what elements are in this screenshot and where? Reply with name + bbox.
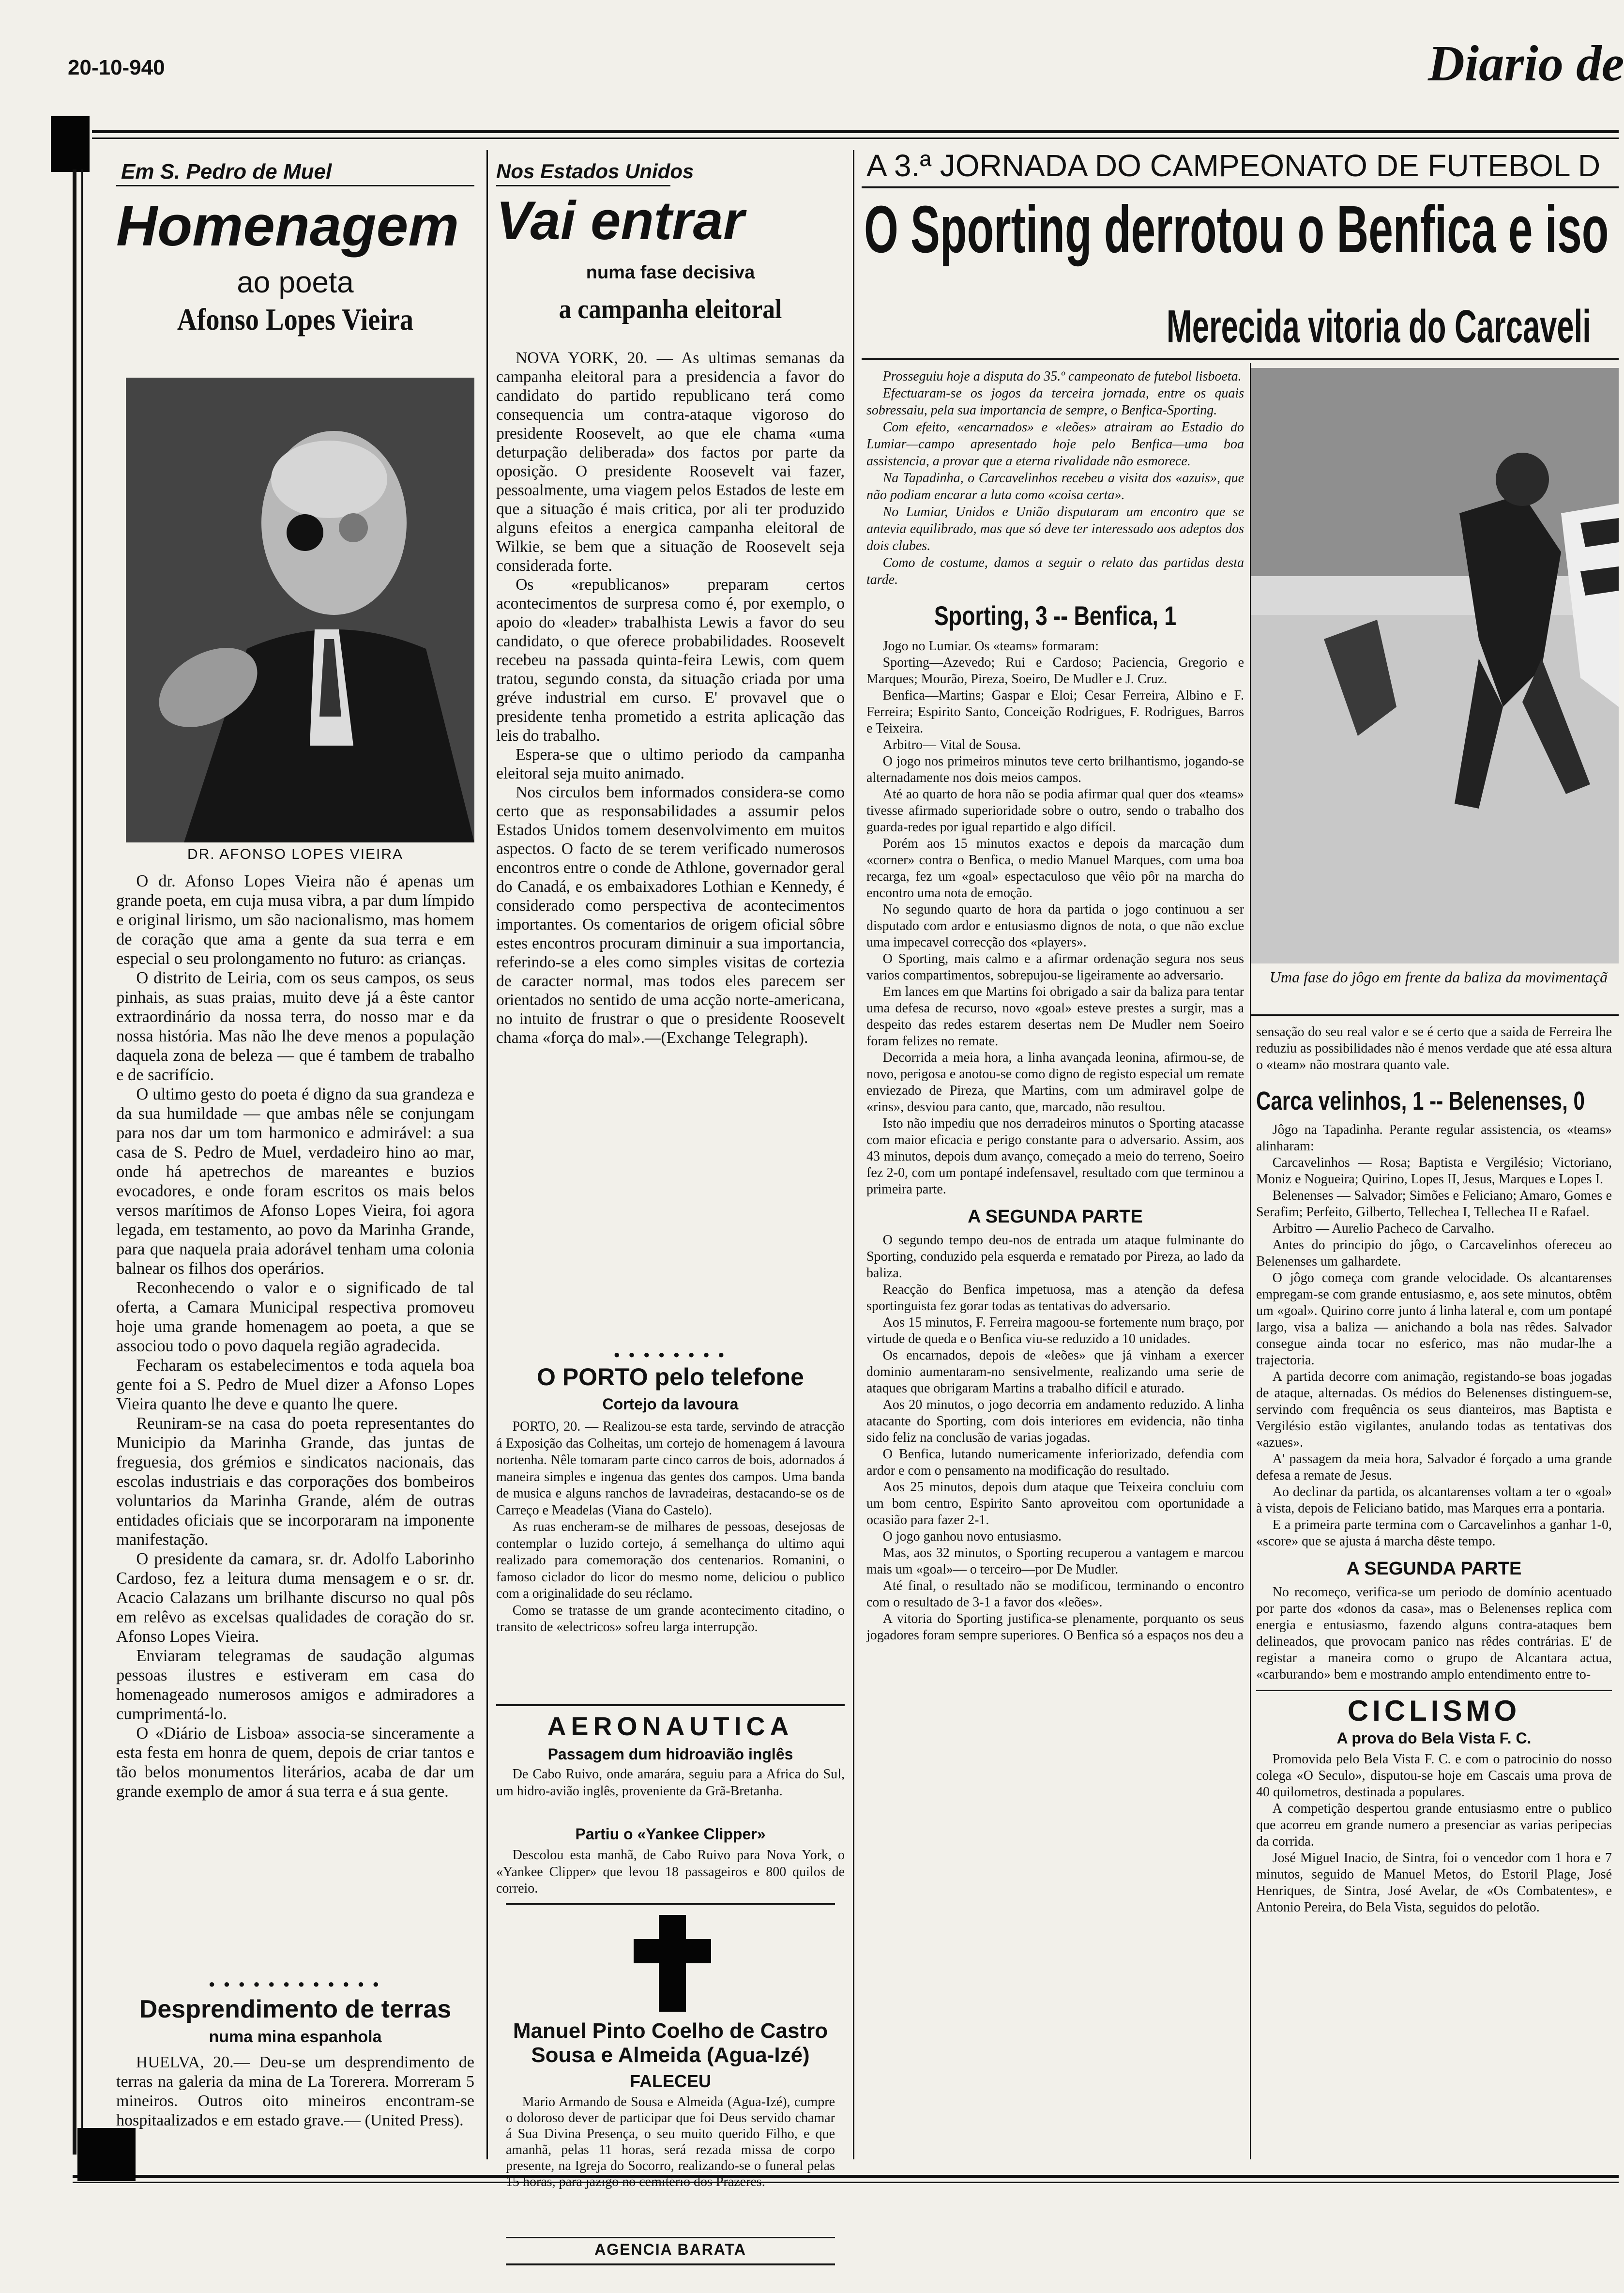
section-rule	[496, 1704, 845, 1706]
paragraph: Arbitro— Vital de Sousa.	[882, 737, 1021, 752]
paragraph: José Miguel Inacio, de Sintra, foi o vencedor com 1 hora e 7 minutos, seguido de Manuel Metos, do Estoril Plage, José Henriques, de Sintra, José Avelar, de «Os Combatentes», e Antonio Pereira, do Bela Vista, seguidos do pelotão.	[1256, 1850, 1612, 1915]
brief-subtitle: numa mina espanhola	[209, 2028, 382, 2046]
match-title-2: Carca velinhos, 1 -- Belenenses, 0	[1256, 1086, 1585, 1116]
separator-dots: ● ● ● ● ● ● ● ● ● ● ● ●	[209, 1978, 382, 1990]
paragraph: No segundo quarto de hora da partida o jogo continuou a ser disputado com ardor e entusiasmo dignos de nota, o que não exclue uma impecavel correcção dos «players».	[866, 902, 1244, 950]
article-kicker: Em S. Pedro de Muel	[121, 160, 332, 183]
obituary-name: Manuel Pinto Coelho de Castro Sousa e Almeida (Agua-Izé)	[513, 2019, 828, 2067]
article-body	[116, 871, 474, 1801]
paragraph: Reconhecendo o valor e o significado de tal oferta, a Camara Municipal respectiva promoveu hoje uma grande homenagem ao poeta, a que se associou todo o povo daquela região agradecida.	[116, 1279, 474, 1355]
porto-title: O PORTO pelo telefone	[537, 1363, 804, 1391]
paragraph: PORTO, 20. — Realizou-se esta tarde, servindo de atracção á Exposição das Colheitas, um cortejo de homenagem á lavoura nortenha. Nêle tomaram parte cinco carros de bois, adornados á maneira simples e ingenua das gentes dos campos. Uma banda de musica e alguns ranchos de lavradeiras, destacando-se os de Carreço e Meadelas (Viana do Castelo).	[496, 1419, 845, 1518]
cycling-title: CICLISMO	[1347, 1695, 1521, 1727]
paragraph: Jogo no Lumiar. Os «teams» formaram:	[882, 639, 1099, 654]
column-rule-3	[1250, 363, 1251, 2159]
obituary-box-bottom-2	[506, 2263, 835, 2265]
paragraph: Porém aos 15 minutos exactos e depois da marcação dum «corner» contra o Benfica, o medio Manuel Marques, com uma boa recarga, fez um «goal» espectaculoso que vêio pôr na marcha do encontro uma nota de emoção.	[866, 836, 1244, 901]
paragraph: No Lumiar, Unidos e União disputaram um encontro que se antevia equilibrado, mas que só deve ter interessado aos adeptos dos dois clubes.	[866, 504, 1244, 553]
aeronautica-sub-1: Passagem dum hidroavião inglês	[547, 1745, 793, 1763]
top-rule-thin	[92, 138, 1619, 139]
article-kicker: Nos Estados Unidos	[496, 160, 694, 183]
article-headline: Vai entrar	[496, 190, 744, 251]
paragraph: Em lances em que Martins foi obrigado a sair da baliza para tentar uma defesa de recurso, novo «goal» esteve prestes a surgir, mas a despeito das redes estarem desertas nem De Mudler nem Soeiro foram felizes no remate.	[866, 984, 1244, 1049]
paragraph: sensação do seu real valor e se é certo que a saida de Ferreira lhe reduziu as possibilidades não é menos verdade que até essa altura o «team» não mostrara quanto vale.	[1256, 1024, 1612, 1072]
obituary-status: FALECEU	[629, 2071, 711, 2091]
match-photo-caption: Uma fase do jôgo em frente da baliza da movimentaçã	[1269, 968, 1608, 986]
paragraph: Prosseguiu hoje a disputa do 35.º campeonato de futebol lisboeta.	[882, 369, 1242, 384]
sports-kicker-rule	[862, 186, 1619, 188]
paragraph: A' passagem da meia hora, Salvador é forçado a uma grande defesa a remate de Jesus.	[1256, 1452, 1612, 1483]
top-rule	[92, 130, 1619, 133]
match-title: Sporting, 3 -- Benfica, 1	[934, 600, 1177, 631]
article-eleicoes	[496, 160, 845, 2258]
article-headline: Homenagem	[116, 194, 459, 258]
paragraph: O segundo tempo deu-nos de entrada um ataque fulminante do Sporting, conduzido pela esquerda e rematado por Pireza, ao lado da baliza.	[866, 1233, 1244, 1281]
column-rule-1	[486, 150, 488, 2159]
paragraph: Como se tratasse de um grande acontecimento citadino, o transito de «electricos» sofreu larga interrupção.	[496, 1603, 845, 1635]
issue-date: 20-10-940	[68, 56, 165, 79]
bottom-rule-thin	[73, 2182, 1619, 2183]
paragraph: Isto não impediu que nos derradeiros minutos o Sporting atacasse com maior eficacia e perigo constante para o adversario. Assim, aos 43 minutos, depois dum avanço, começado a meio do terreno, Soeiro fez 2-0, com um pontapé indefensavel, resultado com que terminou a primeira parte.	[866, 1116, 1244, 1197]
article-subhead: ao poeta	[237, 266, 354, 299]
brief-text: HUELVA, 20.— Deu-se um desprendimento de terras na galeria da mina de La Torerera. Morreram 5 mineiros. Outros oito mineiros encontram-se hospitaalizados e em estado grave.— (United Press).	[116, 2053, 474, 2129]
paragraph: O «Diário de Lisboa» associa-se sinceramente a esta festa em honra de quem, depois de criar tantos e tão belos monumentos literários, acaba de dar um grande exemplo de amor á sua terra e á sua gente.	[116, 1724, 474, 1801]
paragraph: O jôgo começa com grande velocidade. Os alcantarenses empregam-se com grande entusiasmo, e, aos sete minutos, obtêm um «goal». Quirino corre junto á linha lateral e, com um pontapé largo, visa a baliza — anichando a bola nas rêdes. Salvador consegue ainda tocar no esferico, mas não mudar-lhe a trajectoria.	[1256, 1270, 1612, 1368]
paragraph: Aos 25 minutos, depois dum ataque que Teixeira concluiu com um bom centro, Espirito Santo aproveitou com oportunidade a ocasião para fazer 2-1.	[866, 1480, 1244, 1528]
cycling-rule	[1256, 1690, 1612, 1691]
paragraph: Aos 20 minutos, o jogo decorria em andamento reduzido. A linha atacante do Sporting, com dois interiores em evidencia, não tinha sido feliz na conclusão de varias jogadas.	[866, 1397, 1244, 1445]
paragraph: O distrito de Leiria, com os seus campos, os seus pinhais, as suas praias, muito deve já a êste cantor extraordinário da nossa terra, do nosso mar e da nossa história. Mas não lhe deve menos a população daquela zona de beleza — que é tambem de trabalho e de sacrifício.	[116, 969, 474, 1084]
left-vertical-rule	[73, 169, 76, 2155]
second-half-title: A SEGUNDA PARTE	[968, 1207, 1143, 1227]
paragraph: O jogo ganhou novo entusiasmo.	[882, 1529, 1062, 1544]
paragraph: A partida decorre com animação, registando-se boas jogadas de ataque, alternadas. Os médios do Belenenses distinguem-se, servindo com frequência os seus dianteiros, mas Baptista e Vergilésio estão vigilantes, anulando todas as tentativas dos «azues».	[1256, 1369, 1612, 1450]
paragraph: Com efeito, «encarnados» e «leões» atrairam ao Estadio do Lumiar—campo apresentado hoje pelo Benfica—uma boa assistencia, a provar que a eterna rivalidade não esmorece.	[866, 420, 1244, 469]
paragraph: NOVA YORK, 20. — As ultimas semanas da campanha eleitoral para a presidencia a favor do candidato do partido republicano terá como consequencia um contra-ataque vigoroso do presidente Roosevelt, ao que ele chama «uma deturpação deliberada» dos factos por parte da oposição. O presidente Roosevelt vai fazer, pessoalmente, uma viagem pelos Estados de leste em que a situação é mais critica, por ali ter produzido alguns efeitos a energica campanha eleitoral de Wilkie, se bem que a situação de Roosevelt seja considerada forte.	[496, 349, 845, 575]
sports-kicker: A 3.ª JORNADA DO CAMPEONATO DE FUTEBOL D	[866, 148, 1601, 183]
paragraph: Reuniram-se na casa do poeta representantes do Municipio da Marinha Grande, das juntas de freguesia, dos grémios e sindicatos nacionais, das escolas industriais e das corporações dos bombeiros voluntarios da Marinha Grande, além de outras entidades oficiais que se incorporaram na imponente manifestação.	[116, 1414, 474, 1549]
article-subhead-2: a campanha eleitoral	[559, 294, 782, 324]
paragraph: O ultimo gesto do poeta é digno da sua grandeza e da sua humildade — que ambas nêle se conjungam para nos dar um tom harmonico e admirável: a sua casa de S. Pedro de Muel, verdadeiro hino ao mar, onde há apetrechos de mareantes e buzios evocadores, e onde foram escritos os mais belos versos marítimos de Afonso Lopes Vieira, foi agora legada, em testamento, ao povo da Marinha Grande, para que naquela praia adorável tenham uma colonia balnear os filhos dos operários.	[116, 1085, 474, 1278]
article-subhead-name: Afonso Lopes Vieira	[177, 302, 414, 336]
article-homenagem	[116, 160, 474, 2169]
masthead: Diario de	[1428, 35, 1624, 92]
paragraph: Ao declinar da partida, os alcantarenses voltam a ter o «goal» à vista, depois de Feliciano batido, mas Marques erra a pontaria.	[1256, 1484, 1612, 1516]
aeronautica-title: AERONAUTICA	[547, 1712, 794, 1741]
portrait-photo	[126, 378, 474, 842]
match-report-2	[1256, 1122, 1612, 1550]
article-subhead: numa fase decisiva	[586, 262, 755, 283]
paragraph: Mas, aos 32 minutos, o Sporting recuperou a vantagem e marcou mais um «goal»— o terceiro—por De Mudler.	[866, 1545, 1244, 1577]
paragraph: E a primeira parte termina com o Carcavelinhos a ganhar 1-0, «score» que se ajusta á marcha dêste tempo.	[1256, 1517, 1612, 1549]
paragraph: As ruas encheram-se de milhares de pessoas, desejosas de contemplar o luzido cortejo, á semelhança do ultimo aqui realizado para comemoração dos centenarios. Romanini, o famoso ciclador do licor do mesmo nome, deliciou o publico com a originalidade do seu réclamo.	[496, 1519, 845, 1601]
obituary-text: Mario Armando de Sousa e Almeida (Agua-Izé), cumpre o doloroso dever de participar que foi Deus servido chamar á Sua Divina Presença, o seu muito querido Filho, e que amanhã, pelas 11 horas, será rezada missa de corpo presente, na Igreja do Socorro, realizando-se o funeral pelas 15 horas, para jazigo no cemitério dos Prazeres.	[506, 2094, 835, 2189]
sports-intro	[866, 368, 1244, 588]
paragraph: O jogo nos primeiros minutos teve certo brilhantismo, jogando-se alternadamente nos dois meios campos.	[866, 754, 1244, 785]
second-half-title-2: A SEGUNDA PARTE	[1346, 1559, 1522, 1579]
paragraph: Benfica—Martins; Gaspar e Eloi; Cesar Ferreira, Albino e F. Ferreira; Espirito Santo, Conceição Rodrigues, F. Rodrigues, Barros e Teixeira.	[866, 688, 1244, 736]
sports-subhead: Merecida vitoria do Carcaveli	[1167, 301, 1591, 352]
aeronautica-text-2: Descolou esta manhã, de Cabo Ruivo para Nova York, o «Yankee Clipper» que levou 18 passageiros e 800 quilos de correio.	[496, 1848, 845, 1896]
paragraph: Jôgo na Tapadinha. Perante regular assistencia, os «teams» alinharam:	[1256, 1122, 1612, 1154]
paragraph: Fecharam os estabelecimentos e toda aquela boa gente foi a S. Pedro de Muel dizer a Afonso Lopes Vieira quanto lhe deve e quanto lhe quere.	[116, 1356, 474, 1413]
brief-title: Desprendimento de terras	[139, 1995, 452, 2023]
paragraph: Aos 15 minutos, F. Ferreira magoou-se fortemente num braço, por virtude de queda e o Benfica viu-se reduzido a 10 unidades.	[866, 1315, 1244, 1346]
match-photo-illustration	[1251, 368, 1619, 963]
cycling-subtitle: A prova do Bela Vista F. C.	[1336, 1729, 1532, 1747]
paragraph: Os encarnados, depois de «leões» que já vinham a exercer dominio aumentaram-no sensivelmente, realizando uma serie de ataques que obrigaram Martins a trabalho difícil e aturado.	[866, 1348, 1244, 1396]
paragraph: Sporting—Azevedo; Rui e Cardoso; Paciencia, Gregorio e Marques; Mourão, Pireza, Soeiro, De Mudler e J. Cruz.	[866, 655, 1244, 687]
sports-headline: O Sporting derrotou o Benfica e iso	[864, 192, 1609, 267]
paragraph: Nos circulos bem informados considera-se como certo que as responsabilidades a assumir pelos Estados Unidos tomem desenvolvimento em muitos aspectos. O facto de se terem verificado numerosos encontros entre o conde de Athlone, governador geral do Canadá, e os embaixadores Lothian e Kennedy, é considerado como perspectiva de acontecimentos importantes. Os comentarios de origem oficial sôbre estes encontros procuram diminuir a sua importancia, referindo-se a eles como simples visitas de cortezia de caracter normal, mas todos eles parecem ser orientados no sentido de uma acção norte-americana, no intuito de frustrar o que o presidente Roosevelt chama «força do mal».—(Exchange Telegraph).	[496, 783, 845, 1047]
paragraph: Reacção do Benfica impetuosa, mas a atenção da defesa sportinguista fez gorar todas as tentativas do adversario.	[866, 1282, 1244, 1314]
paragraph: Belenenses — Salvador; Simões e Feliciano; Amaro, Gomes e Serafim; Perfeito, Gilberto, Tellechea I, Tellechea II e Rafael.	[1256, 1188, 1612, 1220]
sports-subhead-rule	[862, 358, 1619, 360]
separator-dots: ● ● ● ● ● ● ● ●	[613, 1348, 728, 1361]
sports-column-right	[1256, 1024, 1612, 2167]
paragraph: Na Tapadinha, o Carcavelinhos recebeu a visita dos «azuis», que não podiam encarar a luta como «coisa certa».	[866, 471, 1244, 503]
paragraph: Até final, o resultado não se modificou, terminando o encontro com o resultado de 3-1 a favor dos «leões».	[866, 1578, 1244, 1610]
second-half-report-2	[1256, 1584, 1612, 1683]
obituary-box-bottom	[506, 2237, 835, 2238]
paragraph: Decorrida a meia hora, a linha avançada leonina, afirmou-se, de novo, perigosa e anotou-se como digno de registo especial um remate enviezado de Pireza, que Martins, com um admiravel golpe de «rins», desviou para canto, que, marcado, não resultou.	[866, 1050, 1244, 1115]
paragraph: O Sporting, mais calmo e a afirmar ordenação segura nos seus varios compartimentos, sobrepujou-se ligeiramente ao adversario.	[866, 951, 1244, 983]
paragraph: Espera-se que o ultimo periodo da campanha eleitoral seja muito animado.	[496, 746, 845, 782]
continued-text	[1256, 1024, 1612, 1073]
cross-icon-bar	[634, 1939, 711, 1963]
obituary-box-top	[506, 1903, 835, 1905]
paragraph: A vitoria do Sporting justifica-se plenamente, porquanto os seus jogadores foram sempre superiores. O Benfica só a espaços nos deu a	[866, 1611, 1244, 1643]
paragraph: Enviaram telegramas de saudação algumas pessoas ilustres e estiveram em casa do homenageado numerosos amigos e admiradores a cumprimentá-lo.	[116, 1647, 474, 1723]
aeronautica-sub-2: Partiu o «Yankee Clipper»	[575, 1825, 766, 1843]
match-report	[866, 638, 1244, 1198]
bottom-rule	[73, 2175, 1619, 2178]
sports-column-main	[866, 368, 1244, 2159]
paragraph: A competição despertou grande entusiasmo entre o publico que acorreu em grande numero a presenciar as varias peripecias da corrida.	[1256, 1801, 1612, 1849]
paragraph: Até ao quarto de hora não se podia afirmar qual quer dos «teams» tivesse afirmado superioridade sobre o outro, sendo o trabalho dos guarda-redes por igual repartido e algo difícil.	[866, 787, 1244, 835]
match-photo	[1251, 368, 1619, 963]
paragraph: Os «republicanos» preparam certos acontecimentos de surpresa como é, por exemplo, o apoio do «leader» trabalhista Lewis a favor do seu candidato, o que oferece probabilidades. Roosevelt recebeu na passada quinta-feira Lewis, com quem tratou, segundo consta, da situação criada por uma gréve industrial em curso. E' provavel que o presidente tenha prometido a estrita aplicação das leis do trabalho.	[496, 576, 845, 745]
left-vertical-rule-thin	[81, 169, 83, 2155]
paragraph: O Benfica, lutando numericamente inferiorizado, defendia com ardor e com o pensamento na modificação do resultado.	[866, 1447, 1244, 1478]
paragraph: Arbitro — Aurelio Pacheco de Carvalho.	[1272, 1221, 1495, 1236]
column-rule-2	[853, 150, 854, 2159]
paragraph: O presidente da camara, sr. dr. Adolfo Laborinho Cardoso, fez a leitura duma mensagem e o sr. dr. Acacio Calazans um brilhante discurso no qual pôs em relêvo as excelsas qualidades de coração do sr. Afonso Lopes Vieira.	[116, 1550, 474, 1646]
portrait-illustration	[126, 378, 474, 842]
left-black-bar	[51, 116, 90, 172]
paragraph: O dr. Afonso Lopes Vieira não é apenas um grande poeta, em cuja musa vibra, a par dum límpido e original lirismo, um são nacionalismo, mas homem de coração que ama a gente da sua terra e em especial o seu prolongamento no futuro: as crianças.	[116, 872, 474, 968]
paragraph: Antes do principio do jôgo, o Carcavelinhos ofereceu ao Belenenses um galhardete.	[1256, 1238, 1612, 1269]
article-body	[496, 349, 845, 1047]
kicker-underline	[116, 185, 474, 186]
paragraph: No recomeço, verifica-se um periodo de domínio acentuado por parte dos «donos da casa», mas o Belenenses replica com energia e entusiasmo, fazendo alguns contra-ataques bem delineados, que provocam panico nas rêdes contrárias. E' de registar a maneira como o grupo de Alcantara actua, «carburando» bem e mostrando amplo entendimento entre to-	[1256, 1585, 1612, 1682]
second-half-report	[866, 1232, 1244, 1644]
photo-caption: DR. AFONSO LOPES VIEIRA	[187, 846, 404, 862]
aeronautica-text-1: De Cabo Ruivo, onde amarára, seguiu para a Africa do Sul, um hidro-avião inglês, proveniente da Grã-Bretanha.	[496, 1767, 845, 1799]
kicker-underline	[496, 185, 670, 186]
cycling-report	[1256, 1751, 1612, 1916]
porto-body	[496, 1419, 845, 1636]
paragraph: Como de costume, damos a seguir o relato das partidas desta tarde.	[866, 555, 1244, 587]
agency-name: AGENCIA BARATA	[594, 2241, 746, 2258]
cross-icon	[659, 1915, 686, 2012]
paragraph: Carcavelinhos — Rosa; Baptista e Vergilésio; Victoriano, Moniz e Nogueira; Quirino, Lopes II, Jesus, Marques e Lopes I.	[1256, 1155, 1612, 1187]
caption-rule	[1251, 1014, 1619, 1016]
paragraph: Promovida pelo Bela Vista F. C. e com o patrocinio do nosso colega «O Seculo», disputou-se hoje em Cascais uma prova de 40 quilometros, destinada a populares.	[1256, 1752, 1612, 1800]
porto-subtitle: Cortejo da lavoura	[602, 1395, 739, 1413]
paragraph: Efectuaram-se os jogos da terceira jornada, entre os quais sobressaiu, pela sua importancia de sempre, o Benfica-Sporting.	[866, 386, 1244, 418]
